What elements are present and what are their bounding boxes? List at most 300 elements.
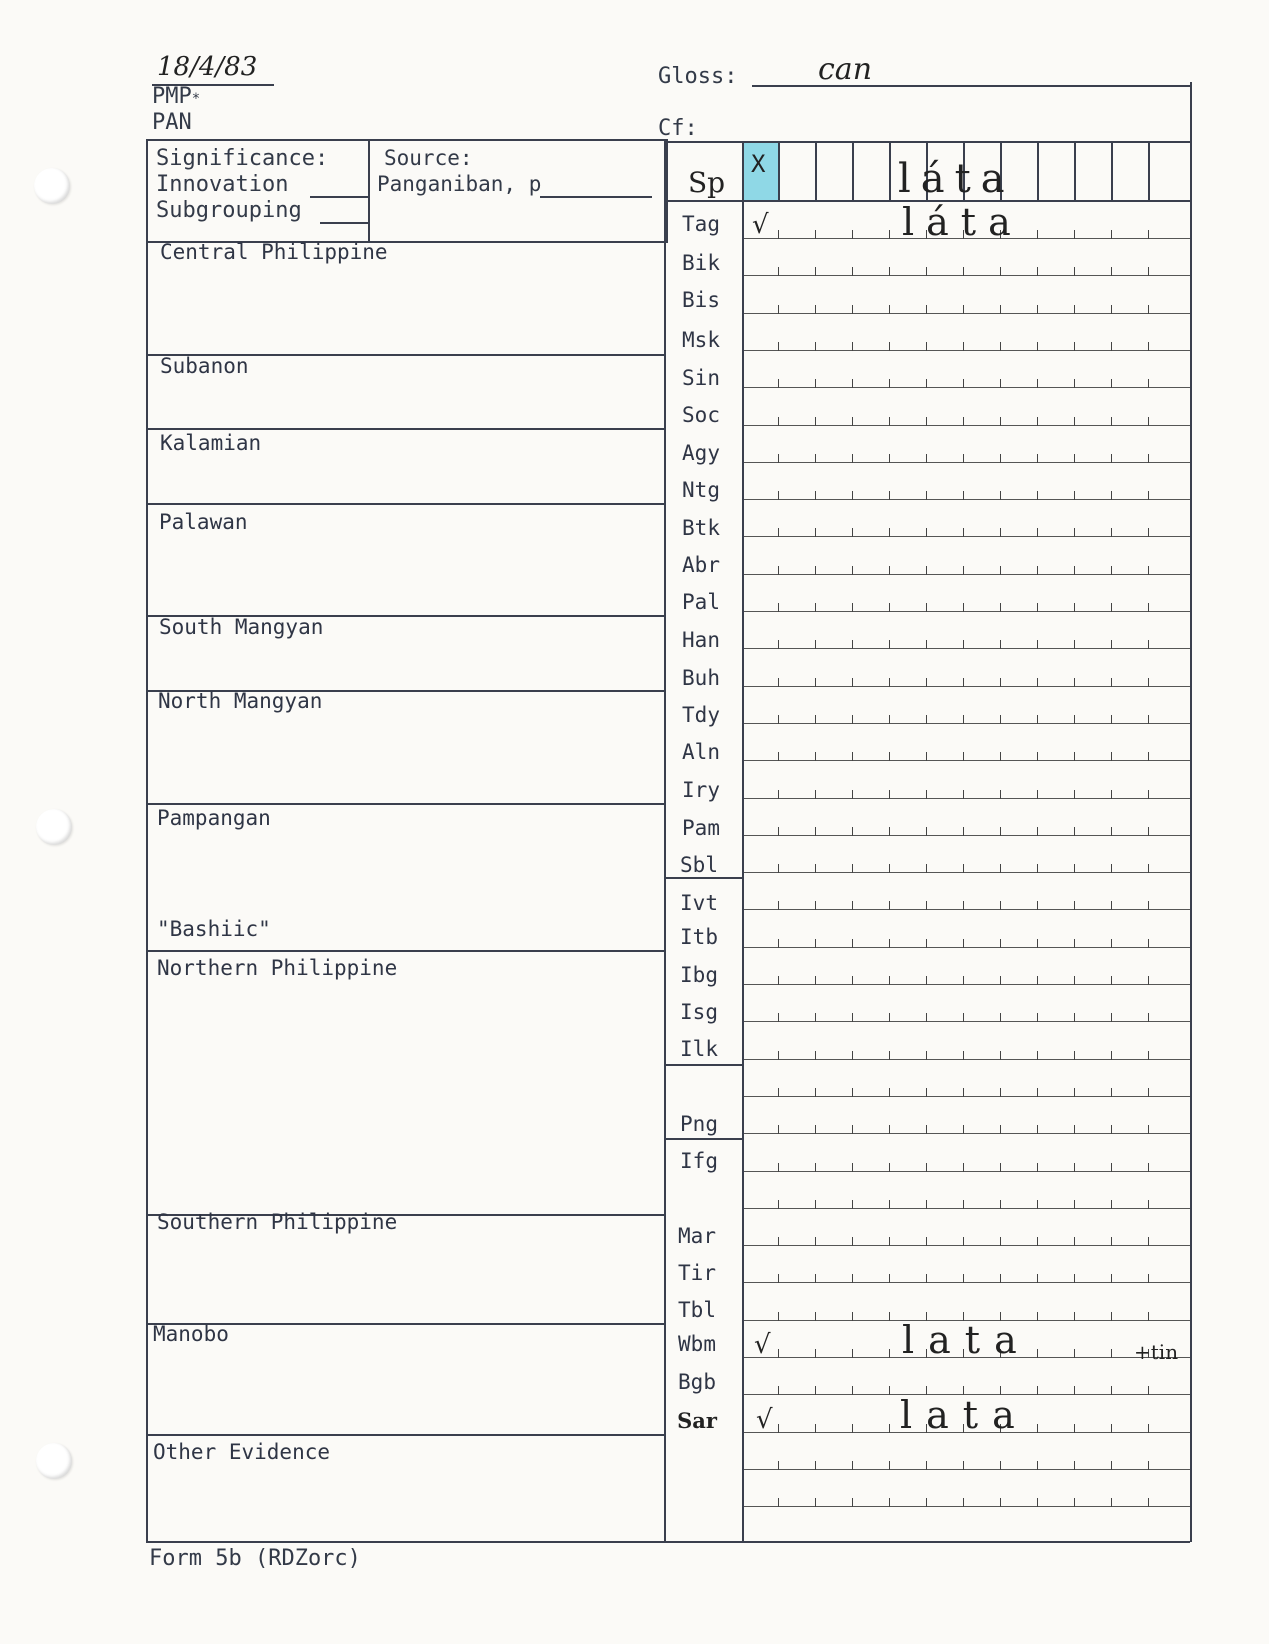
entry-tick — [1000, 1461, 1001, 1470]
entry-tick — [1037, 752, 1038, 761]
entry-line — [744, 611, 1190, 612]
group-southern-philippine: Southern Philippine — [157, 1210, 398, 1234]
entry-tick — [1148, 939, 1149, 948]
entry-tick — [852, 1163, 853, 1172]
entry-tick — [1000, 528, 1001, 537]
lang-code: Tbl — [678, 1298, 716, 1322]
entry-tick — [852, 1498, 853, 1507]
entry-tick — [1111, 1461, 1112, 1470]
entry-tick — [778, 342, 779, 351]
entry-tick — [889, 491, 890, 500]
entry-line — [744, 1208, 1190, 1209]
entry-tick — [1000, 864, 1001, 873]
entry-tick — [815, 267, 816, 276]
entry-line — [744, 760, 1190, 761]
entry-tick — [1074, 603, 1075, 612]
entry-tick — [889, 1237, 890, 1246]
entry-tick — [1111, 976, 1112, 985]
entry-tick — [963, 678, 964, 687]
punch-hole-middle — [36, 809, 72, 845]
entry-tick — [1148, 715, 1149, 724]
entry-tick — [1000, 1200, 1001, 1209]
entry-tick — [926, 305, 927, 314]
entry-tick — [1111, 1051, 1112, 1060]
entry-tick — [1037, 1349, 1038, 1358]
entry-tick — [1037, 1088, 1038, 1097]
lang-code: Iry — [682, 778, 720, 802]
entry-tick — [926, 342, 927, 351]
entry-tick — [1037, 1237, 1038, 1246]
entry-tick — [815, 827, 816, 836]
entry-tick — [1111, 1312, 1112, 1321]
entry-tick — [1074, 640, 1075, 649]
entry-tick — [852, 939, 853, 948]
entry-tick — [963, 305, 964, 314]
entry-tick — [963, 1461, 964, 1470]
entry-tick — [778, 528, 779, 537]
entry-tick — [1148, 901, 1149, 910]
entry-tick — [1037, 230, 1038, 239]
entry-tick — [1000, 305, 1001, 314]
entry-line — [744, 574, 1190, 575]
entry-tick — [778, 1498, 779, 1507]
entry-tick — [963, 715, 964, 724]
entry-tick — [926, 1498, 927, 1507]
lang-code: Ntg — [682, 478, 720, 502]
entry-tick — [1037, 715, 1038, 724]
entry-tick — [1148, 1312, 1149, 1321]
entry-tick — [963, 1051, 964, 1060]
entry-tick — [852, 864, 853, 873]
entry-tick — [1148, 678, 1149, 687]
sp-cell-divider — [852, 141, 854, 201]
entry-tick — [1074, 1424, 1075, 1433]
entry-line — [744, 1171, 1190, 1172]
entry-tick — [1000, 566, 1001, 575]
entry-line — [744, 425, 1190, 426]
entry-tick — [1148, 864, 1149, 873]
entry-tick — [926, 1013, 927, 1022]
punch-hole-bottom — [36, 1443, 72, 1479]
entry-tick — [852, 603, 853, 612]
entry-tick — [815, 901, 816, 910]
entry-line — [744, 1133, 1190, 1134]
entry-tick — [963, 752, 964, 761]
lang-code: Tdy — [682, 703, 720, 727]
entry-tick — [1111, 342, 1112, 351]
entry-tick — [1000, 342, 1001, 351]
group-separator — [666, 877, 742, 879]
entry-tick — [852, 1013, 853, 1022]
entry-tick — [1074, 417, 1075, 426]
entry-tick — [852, 1312, 853, 1321]
entry-tick — [852, 1349, 853, 1358]
entry-tick — [852, 566, 853, 575]
entry-tick — [1111, 1498, 1112, 1507]
entry-tick — [963, 491, 964, 500]
entry-line — [744, 723, 1190, 724]
entry-tick — [1111, 1013, 1112, 1022]
group-separator — [146, 803, 666, 805]
entry-tick — [852, 1088, 853, 1097]
entry-tick — [1111, 1424, 1112, 1433]
entry-line — [744, 1059, 1190, 1060]
entry-tick — [889, 1125, 890, 1134]
entry-tick — [1148, 379, 1149, 388]
entry-tick — [852, 305, 853, 314]
entry-line — [744, 872, 1190, 873]
entry-tick — [1000, 1237, 1001, 1246]
entry-tick — [1000, 939, 1001, 948]
entry-tick — [852, 267, 853, 276]
entry-tick — [852, 827, 853, 836]
source-value: Panganiban, p — [377, 172, 542, 196]
entry-tick — [778, 603, 779, 612]
entry-tick — [1000, 379, 1001, 388]
entry-tick — [1148, 1125, 1149, 1134]
entry-tick — [815, 1088, 816, 1097]
group-separator — [146, 950, 666, 952]
entry-tick — [963, 1274, 964, 1283]
entry-tick — [1037, 1013, 1038, 1022]
entry-tick — [1037, 417, 1038, 426]
entry-tick — [926, 1237, 927, 1246]
sp-cell-divider — [1037, 141, 1039, 201]
entry-tick — [889, 379, 890, 388]
entry-tick — [815, 939, 816, 948]
entry-tick — [852, 1461, 853, 1470]
entry-tick — [889, 1088, 890, 1097]
lang-code: Aln — [682, 740, 720, 764]
entry-tick — [889, 1312, 890, 1321]
entry-tick — [815, 1125, 816, 1134]
entry-tick — [963, 1498, 964, 1507]
entry-tick — [889, 976, 890, 985]
entry-tick — [778, 901, 779, 910]
entry-tick — [889, 901, 890, 910]
entry-tick — [889, 864, 890, 873]
entry-tick — [963, 1200, 964, 1209]
entry-tick — [926, 379, 927, 388]
tag-form: láta — [902, 200, 1023, 244]
entry-tick — [815, 715, 816, 724]
entry-tick — [963, 827, 964, 836]
entry-tick — [926, 976, 927, 985]
entry-tick — [778, 566, 779, 575]
entry-tick — [926, 939, 927, 948]
entry-tick — [889, 1200, 890, 1209]
entry-tick — [1000, 1498, 1001, 1507]
entry-tick — [1074, 752, 1075, 761]
entry-tick — [1148, 1013, 1149, 1022]
entry-tick — [889, 1461, 890, 1470]
entry-tick — [963, 976, 964, 985]
entry-line — [744, 1245, 1190, 1246]
sp-cell-divider — [1148, 141, 1150, 201]
sar-check: √ — [756, 1405, 773, 1435]
entry-tick — [778, 454, 779, 463]
entry-line — [744, 499, 1190, 500]
entry-tick — [778, 1125, 779, 1134]
entry-tick — [1111, 528, 1112, 537]
entry-tick — [1037, 342, 1038, 351]
entry-tick — [852, 640, 853, 649]
entry-line — [744, 350, 1190, 351]
entry-tick — [1111, 267, 1112, 276]
entry-tick — [815, 1237, 816, 1246]
entry-tick — [1037, 1312, 1038, 1321]
entry-tick — [852, 1051, 853, 1060]
lang-code: Btk — [682, 516, 720, 540]
entry-tick — [815, 1051, 816, 1060]
entry-tick — [1000, 976, 1001, 985]
entry-tick — [926, 901, 927, 910]
entry-line — [744, 648, 1190, 649]
lang-code: Bik — [682, 251, 720, 275]
lang-code: Soc — [682, 403, 720, 427]
group-other-evidence: Other Evidence — [153, 1440, 331, 1464]
entry-tick — [1111, 1349, 1112, 1358]
entry-tick — [1037, 640, 1038, 649]
group-separator — [146, 503, 666, 505]
wbm-check: √ — [754, 1330, 771, 1360]
entry-tick — [889, 417, 890, 426]
entry-tick — [1148, 603, 1149, 612]
entry-tick — [852, 417, 853, 426]
lang-code: Mar — [678, 1224, 716, 1248]
entry-tick — [926, 864, 927, 873]
entry-tick — [963, 864, 964, 873]
entry-tick — [889, 528, 890, 537]
entry-tick — [1037, 1461, 1038, 1470]
entry-tick — [1148, 1088, 1149, 1097]
entry-tick — [889, 715, 890, 724]
entry-tick — [815, 1349, 816, 1358]
entry-tick — [852, 454, 853, 463]
entry-tick — [1111, 1088, 1112, 1097]
entry-tick — [1111, 864, 1112, 873]
entry-tick — [815, 640, 816, 649]
entry-tick — [1074, 790, 1075, 799]
entry-tick — [852, 1125, 853, 1134]
entry-tick — [1000, 1163, 1001, 1172]
entry-tick — [1000, 790, 1001, 799]
entry-tick — [778, 1200, 779, 1209]
lang-code: Tir — [678, 1261, 716, 1285]
entry-tick — [1148, 1237, 1149, 1246]
group-south-mangyan: South Mangyan — [159, 615, 324, 639]
entry-tick — [852, 528, 853, 537]
entry-tick — [1111, 454, 1112, 463]
entry-tick — [778, 230, 779, 239]
entry-tick — [1074, 566, 1075, 575]
entry-tick — [852, 230, 853, 239]
entry-tick — [1074, 528, 1075, 537]
entry-tick — [1148, 1386, 1149, 1395]
entry-tick — [778, 790, 779, 799]
entry-tick — [1037, 1125, 1038, 1134]
entry-tick — [1074, 1386, 1075, 1395]
entry-tick — [1111, 752, 1112, 761]
wbm-note: +tin — [1134, 1340, 1179, 1364]
sp-x-mark: X — [751, 150, 766, 178]
entry-tick — [778, 1163, 779, 1172]
entry-tick — [1000, 678, 1001, 687]
entry-tick — [889, 1274, 890, 1283]
entry-tick — [926, 1461, 927, 1470]
lang-code: Ivt — [680, 891, 718, 915]
entry-tick — [1111, 715, 1112, 724]
entry-tick — [1037, 379, 1038, 388]
entry-tick — [1000, 417, 1001, 426]
entry-tick — [1111, 1274, 1112, 1283]
entry-tick — [778, 939, 779, 948]
entry-line — [744, 947, 1190, 948]
entry-tick — [1037, 1200, 1038, 1209]
entry-tick — [852, 678, 853, 687]
entry-tick — [889, 1051, 890, 1060]
entry-line — [744, 686, 1190, 687]
lang-code: Sin — [682, 366, 720, 390]
entry-tick — [1074, 454, 1075, 463]
entry-tick — [1148, 790, 1149, 799]
entry-line — [744, 909, 1190, 910]
entry-tick — [852, 1274, 853, 1283]
entry-tick — [852, 790, 853, 799]
entry-tick — [1074, 1274, 1075, 1283]
entry-tick — [1037, 454, 1038, 463]
entry-tick — [963, 454, 964, 463]
lang-code: Pam — [682, 816, 720, 840]
entry-tick — [926, 1051, 927, 1060]
entry-tick — [889, 1498, 890, 1507]
group-subanon: Subanon — [160, 354, 249, 378]
entry-tick — [889, 1349, 890, 1358]
entry-tick — [1074, 939, 1075, 948]
entry-tick — [815, 491, 816, 500]
entry-tick — [1000, 640, 1001, 649]
entry-tick — [1111, 939, 1112, 948]
entry-line — [744, 1282, 1190, 1283]
entry-tick — [1111, 230, 1112, 239]
entry-tick — [1037, 1386, 1038, 1395]
subgrouping-label: Subgrouping — [156, 198, 302, 223]
entry-tick — [926, 715, 927, 724]
gloss-label: Gloss: — [658, 64, 738, 89]
entry-tick — [1000, 715, 1001, 724]
entry-tick — [889, 267, 890, 276]
entry-tick — [1074, 715, 1075, 724]
entry-tick — [889, 566, 890, 575]
source-label: Source: — [384, 146, 473, 170]
entry-tick — [778, 305, 779, 314]
entry-tick — [815, 528, 816, 537]
entry-tick — [1074, 1461, 1075, 1470]
entry-tick — [815, 305, 816, 314]
group-kalamian: Kalamian — [160, 431, 262, 455]
entry-line — [744, 1096, 1190, 1097]
entry-tick — [1074, 678, 1075, 687]
entry-tick — [889, 752, 890, 761]
entry-tick — [815, 1163, 816, 1172]
entry-tick — [1037, 267, 1038, 276]
entry-tick — [1000, 1088, 1001, 1097]
entry-tick — [1111, 640, 1112, 649]
entry-tick — [778, 1312, 779, 1321]
entry-tick — [815, 230, 816, 239]
entry-tick — [963, 790, 964, 799]
entry-tick — [1074, 827, 1075, 836]
entry-tick — [1148, 230, 1149, 239]
lang-code: Abr — [682, 553, 720, 577]
entry-tick — [1037, 790, 1038, 799]
entry-tick — [1111, 678, 1112, 687]
entry-tick — [1148, 454, 1149, 463]
entry-tick — [926, 678, 927, 687]
entry-tick — [815, 1386, 816, 1395]
entry-line — [744, 1021, 1190, 1022]
entry-tick — [815, 566, 816, 575]
entry-tick — [889, 454, 890, 463]
entry-tick — [889, 305, 890, 314]
entry-tick — [1037, 1163, 1038, 1172]
lang-code: Han — [682, 628, 720, 652]
entry-tick — [926, 528, 927, 537]
entry-tick — [1111, 827, 1112, 836]
entry-tick — [778, 864, 779, 873]
entry-tick — [1000, 1125, 1001, 1134]
entry-tick — [889, 230, 890, 239]
entry-tick — [1111, 491, 1112, 500]
entry-tick — [926, 566, 927, 575]
entry-tick — [963, 528, 964, 537]
entry-tick — [815, 1200, 816, 1209]
lang-code: Buh — [682, 666, 720, 690]
entry-tick — [889, 342, 890, 351]
entry-tick — [778, 1013, 779, 1022]
entry-tick — [1000, 1274, 1001, 1283]
entry-tick — [852, 901, 853, 910]
entry-tick — [815, 864, 816, 873]
entry-tick — [815, 976, 816, 985]
entry-tick — [963, 1163, 964, 1172]
lang-code: Tag — [682, 212, 720, 236]
entry-tick — [1111, 603, 1112, 612]
entry-tick — [778, 491, 779, 500]
entry-tick — [815, 1013, 816, 1022]
entry-tick — [815, 342, 816, 351]
entry-tick — [778, 976, 779, 985]
entry-tick — [1037, 566, 1038, 575]
lang-code: Ifg — [680, 1149, 718, 1173]
lang-code: Isg — [680, 1000, 718, 1024]
entry-tick — [1074, 864, 1075, 873]
entry-tick — [852, 976, 853, 985]
entry-tick — [815, 603, 816, 612]
group-separator — [146, 1434, 666, 1436]
bottom-border — [146, 1541, 1190, 1543]
entry-tick — [1148, 1051, 1149, 1060]
entry-line — [744, 536, 1190, 537]
entry-tick — [889, 939, 890, 948]
entry-tick — [926, 603, 927, 612]
entry-tick — [926, 1163, 927, 1172]
right-border — [1190, 82, 1192, 1542]
entry-tick — [852, 1424, 853, 1433]
entry-tick — [778, 379, 779, 388]
cf-label: Cf: — [658, 116, 698, 141]
entry-tick — [815, 454, 816, 463]
